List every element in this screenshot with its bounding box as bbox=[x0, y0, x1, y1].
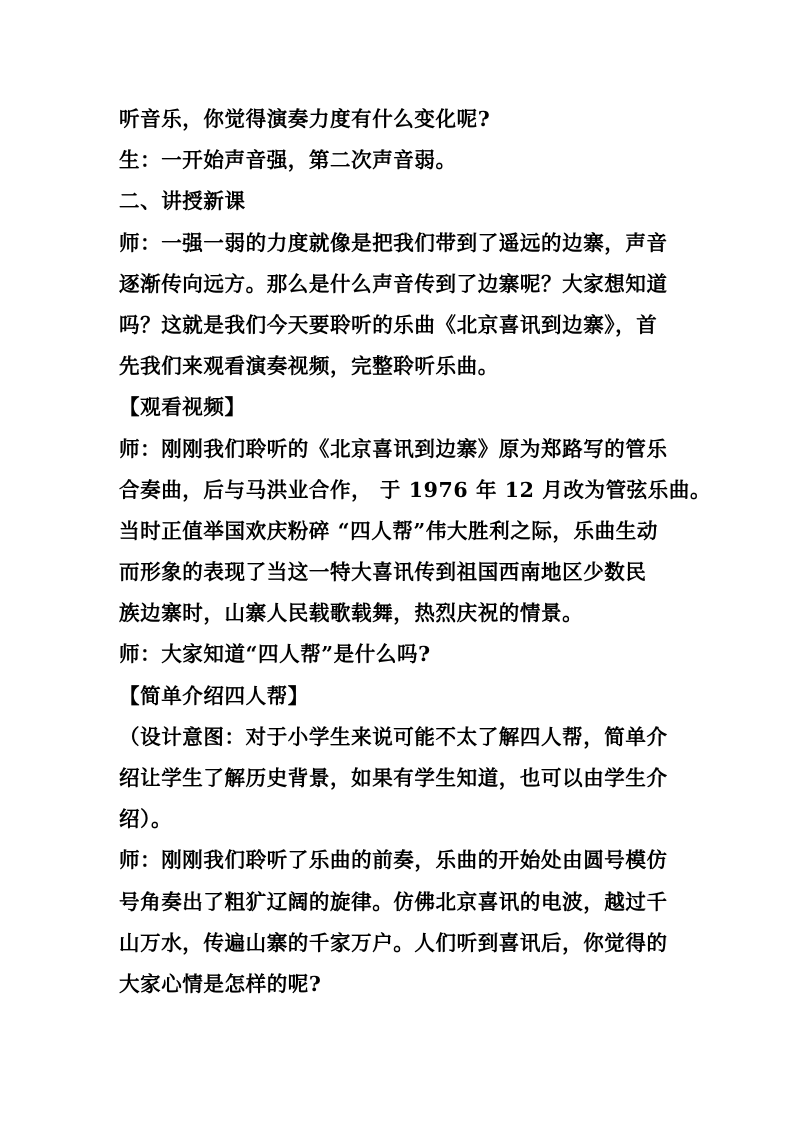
text-line: 逐渐传向远方。那么是什么声音传到了边寨呢？大家想知道 bbox=[119, 271, 668, 296]
text-line: 师：刚刚我们聆听了乐曲的前奏，乐曲的开始处由圆号模仿 bbox=[119, 848, 668, 873]
activity-label: 【简单介绍四人帮】 bbox=[119, 683, 309, 708]
text-line: 而形象的表现了当这一特大喜讯传到祖国西南地区少数民 bbox=[119, 560, 647, 585]
text-line: 师：一强一弱的力度就像是把我们带到了遥远的边寨，声音 bbox=[119, 230, 668, 255]
text-line: 生：一开始声音强，第二次声音弱。 bbox=[119, 148, 457, 173]
text-line: 合奏曲，后与马洪业合作， 于 1976 年 12 月改为管弦乐曲。 bbox=[119, 477, 712, 502]
text-line: 当时正值举国欢庆粉碎 “四人帮”伟大胜利之际，乐曲生动 bbox=[119, 518, 658, 543]
design-note-line: 绍）。 bbox=[119, 807, 173, 832]
activity-label: 【观看视频】 bbox=[119, 395, 246, 420]
document-body bbox=[119, 99, 712, 1005]
design-note-line: 绍让学生了解历史背景，如果有学生知道，也可以由学生介 bbox=[119, 766, 668, 790]
text-line: 族边寨时，山寨人民载歌载舞，热烈庆祝的情景。 bbox=[119, 601, 584, 626]
text-line: 先我们来观看演奏视频，完整聆听乐曲。 bbox=[119, 354, 499, 379]
text-line: 吗？这就是我们今天要聆听的乐曲《北京喜讯到边寨》，首 bbox=[119, 312, 658, 337]
text-line: 山万水，传遍山寨的千家万户。人们听到喜讯后，你觉得的 bbox=[119, 930, 668, 955]
design-note-line: （设计意图：对于小学生来说可能不太了解四人帮，简单介 bbox=[119, 724, 668, 749]
text-line: 师：刚刚我们聆听的《北京喜讯到边寨》原为郑路写的管乐 bbox=[119, 436, 668, 461]
text-line: 听音乐，你觉得演奏力度有什么变化呢? bbox=[119, 107, 491, 131]
text-line: 师：大家知道“四人帮”是什么吗? bbox=[119, 642, 431, 667]
text-line: 号角奏出了粗犷辽阔的旋律。仿佛北京喜讯的电波，越过千 bbox=[119, 889, 668, 914]
section-heading: 二、讲授新课 bbox=[119, 189, 246, 214]
text-line: 大家心情是怎样的呢? bbox=[119, 971, 322, 996]
